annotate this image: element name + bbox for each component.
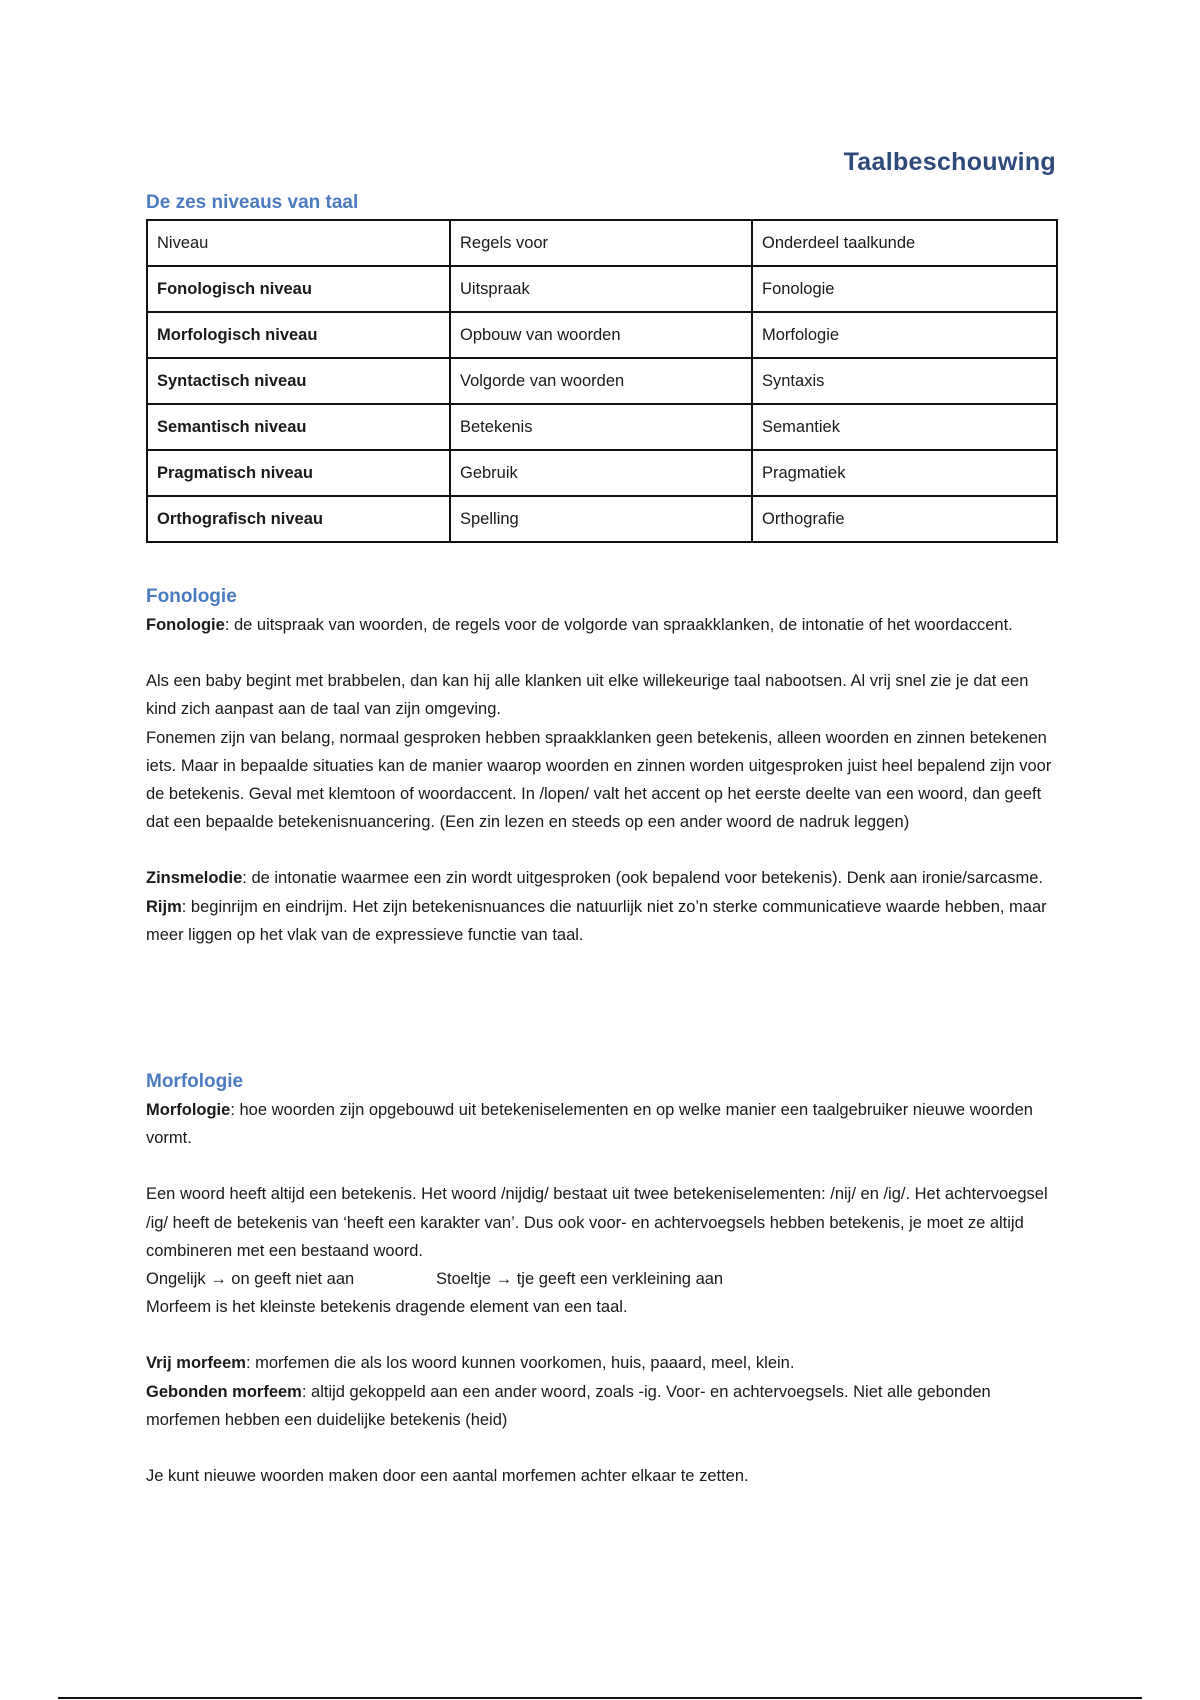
paragraph: Fonemen zijn van belang, normaal gesproken hebben spraakklanken geen betekenis, alleen woorden en zinnen betekenen iets. Maar in bepaalde situaties kan de manier waarop woorden en zinnen worden uitgesproken juist heel bepalend zijn voor de betekenis. Geval met klemtoon of woordaccent. In /lopen/ valt het accent op het eerste deelte van een woord, dan geeft dat een bepaalde betekenisnuancering. (Een zin lezen en steeds op een ander woord de nadruk leggen) <box>146 728 1052 832</box>
linguistics-cell: Syntaxis <box>752 358 1057 404</box>
zinsmelodie-definition <box>146 864 1056 892</box>
definition-text: : beginrijm en eindrijm. Het zijn betekenisnuances die natuurlijk niet zo’n sterke communicatieve waarde hebben, maar meer liggen op het vlak van de expressieve functie van taal. <box>146 897 1047 944</box>
levels-heading: De zes niveaus van taal <box>146 192 359 213</box>
definition-term: Fonologie <box>146 616 225 634</box>
paragraph: Morfeem is het kleinste betekenis dragende element van een taal. <box>146 1298 628 1317</box>
definition-term: Zinsmelodie <box>146 869 243 888</box>
level-name-cell: Morfologisch niveau <box>147 312 450 358</box>
gebonden-morfeem-definition <box>146 1378 1056 1434</box>
examples-row <box>146 1265 1056 1293</box>
morfologie-heading: Morfologie <box>146 1071 244 1092</box>
linguistics-cell: Orthografie <box>752 496 1057 542</box>
level-name-cell: Semantisch niveau <box>147 404 450 450</box>
fonologie-heading: Fonologie <box>146 586 237 607</box>
definition-term: Morfologie <box>146 1101 231 1119</box>
rules-cell: Spelling <box>450 496 752 542</box>
bottom-divider <box>58 1697 1142 1699</box>
table-row <box>147 450 1057 496</box>
fonologie-definition <box>146 611 1056 639</box>
definition-term: Vrij morfeem <box>146 1354 246 1373</box>
rules-cell: Volgorde van woorden <box>450 358 752 404</box>
table-row <box>147 312 1057 358</box>
linguistics-cell: Pragmatiek <box>752 450 1057 496</box>
table-header-cell: Niveau <box>147 220 450 266</box>
document-title: Taalbeschouwing <box>843 148 1056 176</box>
table-row <box>147 358 1057 404</box>
linguistics-cell: Fonologie <box>752 266 1057 312</box>
linguistics-cell: Semantiek <box>752 404 1057 450</box>
morfologie-section <box>146 1069 1056 1490</box>
rules-cell: Opbouw van woorden <box>450 312 752 358</box>
example-ongelijk: Ongelijk → on geeft niet aan <box>146 1270 355 1289</box>
paragraph: Je kunt nieuwe woorden maken door een aantal morfemen achter elkaar te zetten. <box>146 1467 749 1486</box>
fonologie-section <box>146 584 1056 949</box>
table-row <box>147 496 1057 542</box>
definition-term: Rijm <box>146 897 182 916</box>
table-row <box>147 266 1057 312</box>
paragraph: Een woord heeft altijd een betekenis. Het woord /nijdig/ bestaat uit twee betekeniselementen: /nij/ en /ig/. Het achtervoegsel /ig/ heeft de betekenis van ‘heeft een karakter van’. Dus ook voor- en achtervoegsels hebben betekenis, je moet ze altijd combineren met een bestaand woord. <box>146 1185 1048 1260</box>
morfologie-definition <box>146 1096 1056 1152</box>
table-header-row <box>147 220 1057 266</box>
table-row <box>147 404 1057 450</box>
paragraph: Als een baby begint met brabbelen, dan kan hij alle klanken uit elke willekeurige taal nabootsen. Al vrij snel zie je dat een kind zich aanpast aan de taal van zijn omgeving. <box>146 672 1029 719</box>
rules-cell: Uitspraak <box>450 266 752 312</box>
level-name-cell: Orthografisch niveau <box>147 496 450 542</box>
level-name-cell: Pragmatisch niveau <box>147 450 450 496</box>
levels-table <box>146 219 1058 543</box>
rules-cell: Betekenis <box>450 404 752 450</box>
rijm-definition <box>146 893 1056 949</box>
level-name-cell: Fonologisch niveau <box>147 266 450 312</box>
definition-term: Gebonden morfeem <box>146 1382 302 1401</box>
definition-text: : de intonatie waarmee een zin wordt uitgesproken (ook bepalend voor betekenis). Denk aan ironie/sarcasme. <box>242 869 1043 888</box>
definition-text: : de uitspraak van woorden, de regels voor de volgorde van spraakklanken, de intonatie of het woordaccent. <box>224 616 1013 634</box>
definition-text: : morfemen die als los woord kunnen voorkomen, huis, paaard, meel, klein. <box>245 1354 795 1373</box>
example-stoeltje: Stoeltje → tje geeft een verkleining aan <box>436 1270 724 1289</box>
rules-cell: Gebruik <box>450 450 752 496</box>
definition-text: : hoe woorden zijn opgebouwd uit betekeniselementen en op welke manier een taalgebruiker nieuwe woorden vormt. <box>146 1101 1033 1148</box>
linguistics-cell: Morfologie <box>752 312 1057 358</box>
table-header-cell: Regels voor <box>450 220 752 266</box>
level-name-cell: Syntactisch niveau <box>147 358 450 404</box>
vrij-morfeem-definition <box>146 1349 1056 1377</box>
table-header-cell: Onderdeel taalkunde <box>752 220 1057 266</box>
definition-text: : altijd gekoppeld aan een ander woord, zoals -ig. Voor- en achtervoegsels. Niet alle gebonden morfemen hebben een duidelijke betekenis (heid) <box>146 1382 991 1429</box>
